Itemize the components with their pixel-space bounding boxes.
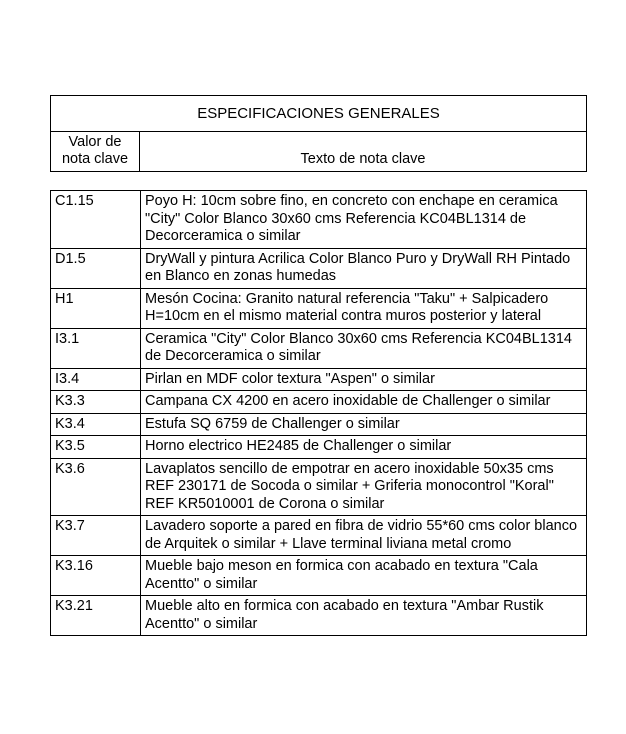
note-text: Mueble bajo meson en formica con acabado en textura "Cala Acentto" o similar (141, 556, 587, 596)
table-row (51, 288, 587, 328)
note-text: Poyo H: 10cm sobre fino, en concreto con enchape en ceramica "City" Color Blanco 30x60 cms Referencia KC04BL1314 de Decorceramica o similar (141, 191, 587, 249)
note-code: I3.4 (51, 368, 141, 391)
table-row (51, 328, 587, 368)
note-code: K3.6 (51, 458, 141, 516)
note-text: Horno electrico HE2485 de Challenger o similar (141, 436, 587, 459)
note-code: K3.5 (51, 436, 141, 459)
note-code: I3.1 (51, 328, 141, 368)
table-row (51, 391, 587, 414)
table-row (51, 368, 587, 391)
table-row (51, 458, 587, 516)
note-code: K3.4 (51, 413, 141, 436)
table-row (51, 191, 587, 249)
table-row (51, 516, 587, 556)
table-row (51, 556, 587, 596)
table-row (51, 596, 587, 636)
note-text: Lavaplatos sencillo de empotrar en acero inoxidable 50x35 cms REF 230171 de Socoda o similar + Griferia monocontrol "Koral" REF KR5010001 de Corona o similar (141, 458, 587, 516)
note-text: Estufa SQ 6759 de Challenger o similar (141, 413, 587, 436)
note-text: Campana CX 4200 en acero inoxidable de Challenger o similar (141, 391, 587, 414)
note-text: DryWall y pintura Acrilica Color Blanco Puro y DryWall RH Pintado en Blanco en zonas humedas (141, 248, 587, 288)
column-header-key-value-line1: Valor de (68, 134, 122, 150)
column-header-key-text: Texto de nota clave (300, 151, 426, 167)
note-text: Mueble alto en formica con acabado en textura "Ambar Rustik Acentto" o similar (141, 596, 587, 636)
spec-title: ESPECIFICACIONES GENERALES (51, 96, 586, 132)
note-text: Pirlan en MDF color textura "Aspen" o similar (141, 368, 587, 391)
column-header-key-value (51, 132, 140, 171)
note-code: K3.21 (51, 596, 141, 636)
note-text: Ceramica "City" Color Blanco 30x60 cms Referencia KC04BL1314 de Decorceramica o similar (141, 328, 587, 368)
note-code: K3.16 (51, 556, 141, 596)
note-text: Lavadero soporte a pared en fibra de vidrio 55*60 cms color blanco de Arquitek o similar + Llave terminal liviana metal cromo (141, 516, 587, 556)
note-code: K3.7 (51, 516, 141, 556)
note-code: C1.15 (51, 191, 141, 249)
note-code: H1 (51, 288, 141, 328)
table-row (51, 248, 587, 288)
column-header-key-value-line2: nota clave (61, 151, 129, 167)
table-row (51, 413, 587, 436)
note-text: Mesón Cocina: Granito natural referencia "Taku" + Salpicadero H=10cm en el mismo material contra muros posterior y lateral (141, 288, 587, 328)
spec-header (50, 95, 587, 172)
table-row (51, 436, 587, 459)
note-code: D1.5 (51, 248, 141, 288)
note-code: K3.3 (51, 391, 141, 414)
spec-table (50, 190, 587, 636)
